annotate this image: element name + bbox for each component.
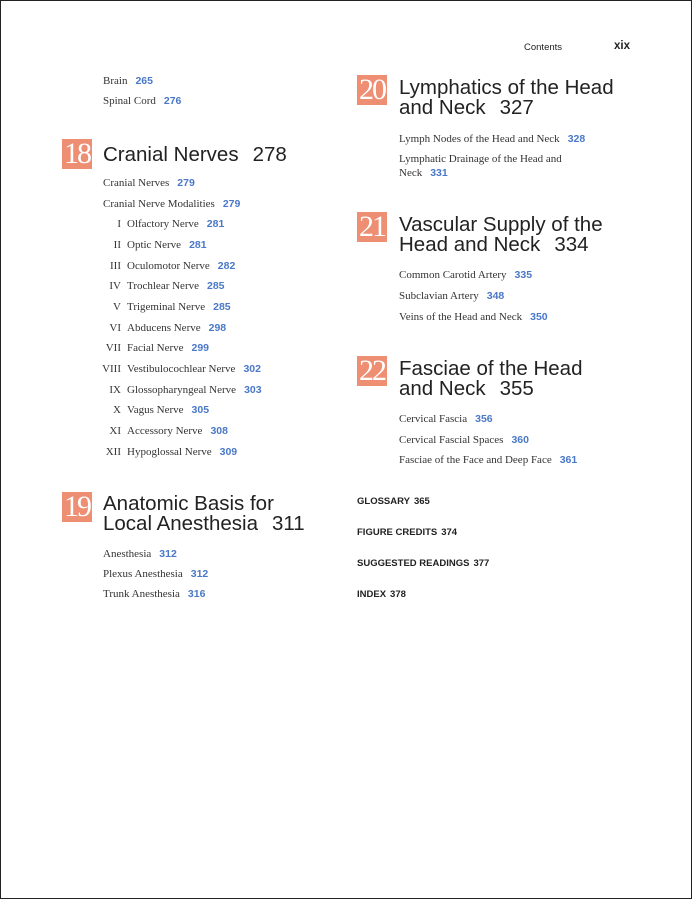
- toc-entry-page: 303: [244, 384, 262, 396]
- toc-entry[interactable]: [103, 567, 208, 581]
- toc-entry-label: Vestibulocochlear Nerve: [127, 363, 236, 375]
- toc-entry-page: 276: [163, 95, 182, 107]
- roman-numeral: VIII: [102, 363, 121, 375]
- chapter-number-badge: 22: [359, 354, 385, 387]
- toc-entry-page: 302: [243, 363, 261, 375]
- chapter-title-line: Anatomic Basis for: [103, 492, 274, 515]
- roman-numeral: VI: [109, 322, 121, 334]
- toc-entry-page: 360: [511, 434, 529, 446]
- toc-entry-page: 305: [191, 404, 210, 416]
- back-matter-entry[interactable]: [357, 589, 406, 600]
- chapter-title-line: Lymphatics of the Head: [399, 76, 614, 99]
- toc-entry-label: Lymph Nodes of the Head and Neck: [399, 133, 560, 145]
- toc-entry-label: Vagus Nerve: [127, 404, 184, 416]
- toc-entry-label: Trunk Anesthesia: [103, 588, 180, 600]
- chapter-title-line: and Neck: [399, 96, 486, 119]
- toc-entry-label: Lymphatic Drainage of the Head and: [399, 153, 562, 165]
- nerve-entry[interactable]: [97, 238, 207, 252]
- toc-entry-page: 331: [430, 167, 448, 179]
- toc-entry-label: Hypoglossal Nerve: [127, 446, 212, 458]
- chapter-title-line: Head and Neck: [399, 233, 541, 256]
- toc-entry-page: 308: [210, 425, 228, 437]
- back-matter-page: 374: [441, 527, 458, 538]
- toc-entry[interactable]: [103, 197, 240, 211]
- toc-entry[interactable]: [399, 132, 585, 146]
- toc-entry-label: Accessory Nerve: [127, 425, 203, 437]
- roman-numeral: IX: [109, 384, 121, 396]
- toc-entry-page: 279: [177, 177, 195, 189]
- back-matter-page: 377: [473, 558, 490, 569]
- back-matter-page: 365: [413, 496, 430, 507]
- toc-entry[interactable]: [103, 94, 181, 108]
- toc-entry-page: 335: [514, 269, 533, 281]
- toc-entry-page: 312: [190, 568, 209, 580]
- roman-numeral: V: [113, 301, 121, 313]
- toc-entry[interactable]: [103, 587, 205, 601]
- nerve-entry[interactable]: [97, 217, 224, 231]
- toc-entry-page: 279: [222, 198, 241, 210]
- chapter-number-badge: 19: [64, 490, 90, 523]
- toc-entry[interactable]: [399, 453, 577, 467]
- toc-entry[interactable]: [103, 74, 153, 88]
- toc-entry-page: 309: [219, 446, 238, 458]
- toc-entry-page: 361: [559, 454, 578, 466]
- toc-entry-page: 350: [530, 311, 548, 323]
- toc-entry-label: Cranial Nerves: [103, 177, 170, 189]
- toc-entry[interactable]: [103, 176, 195, 190]
- back-matter-entry[interactable]: [357, 558, 489, 569]
- chapter-title-line: and Neck: [399, 377, 486, 400]
- nerve-entry[interactable]: [97, 259, 235, 273]
- roman-numeral: IV: [109, 280, 121, 292]
- toc-entry-label: Trochlear Nerve: [127, 280, 199, 292]
- toc-entry-page: 285: [206, 280, 225, 292]
- chapter-number-badge: 20: [359, 73, 385, 106]
- toc-entry-page: 312: [159, 548, 177, 560]
- toc-entry-label: Plexus Anesthesia: [103, 568, 183, 580]
- chapter-title[interactable]: [399, 78, 614, 118]
- toc-entry-page: 348: [486, 290, 505, 302]
- toc-entry-label: Common Carotid Artery: [399, 269, 507, 281]
- nerve-entry[interactable]: [97, 341, 209, 355]
- toc-entry-label: Abducens Nerve: [127, 322, 201, 334]
- back-matter-label: SUGGESTED READINGS: [357, 558, 470, 569]
- chapter-page-number: 334: [554, 233, 589, 256]
- toc-entry[interactable]: [399, 268, 532, 282]
- toc-entry-label: Optic Nerve: [127, 239, 182, 251]
- toc-entry-label: Oculomotor Nerve: [127, 260, 210, 272]
- toc-entry-page: 281: [206, 218, 225, 230]
- toc-entry-page: 316: [187, 588, 206, 600]
- toc-entry-page: 328: [567, 133, 586, 145]
- chapter-title[interactable]: [103, 145, 287, 165]
- running-header-label: Contents: [524, 42, 563, 53]
- toc-entry-label: Trigeminal Nerve: [127, 301, 206, 313]
- roman-numeral: X: [113, 404, 121, 416]
- chapter-title-line: Fasciae of the Head: [399, 357, 583, 380]
- chapter-number-badge: 21: [359, 210, 385, 243]
- nerve-entry[interactable]: [97, 300, 231, 314]
- toc-entry-page: 265: [135, 75, 153, 87]
- toc-entry-label: Brain: [103, 75, 128, 87]
- back-matter-label: FIGURE CREDITS: [357, 527, 438, 538]
- back-matter-label: GLOSSARY: [357, 496, 410, 507]
- roman-numeral: III: [110, 260, 121, 272]
- toc-entry-page: 356: [475, 413, 493, 425]
- chapter-title-line: Local Anesthesia: [103, 512, 259, 535]
- roman-numeral: VII: [105, 342, 121, 354]
- chapter-title[interactable]: [399, 215, 603, 255]
- toc-entry-label: Olfactory Nerve: [127, 218, 199, 230]
- toc-entry[interactable]: [103, 547, 177, 561]
- roman-numeral: II: [113, 239, 121, 251]
- toc-entry[interactable]: [399, 310, 548, 324]
- toc-entry-label: Facial Nerve: [127, 342, 184, 354]
- chapter-title-text: Cranial Nerves: [103, 143, 239, 166]
- nerve-entry[interactable]: [97, 403, 209, 417]
- toc-entry-page: 281: [189, 239, 207, 251]
- toc-entry-page: 299: [191, 342, 210, 354]
- chapter-page-number: 278: [252, 143, 287, 166]
- nerve-entry[interactable]: [97, 445, 237, 459]
- toc-entry-page: 285: [213, 301, 231, 313]
- back-matter-entry[interactable]: [357, 527, 457, 538]
- toc-entry-label: Fasciae of the Face and Deep Face: [399, 454, 552, 466]
- back-matter-label: INDEX: [357, 589, 387, 600]
- toc-entry[interactable]: [399, 433, 529, 447]
- chapter-title[interactable]: [399, 359, 582, 399]
- toc-entry[interactable]: [399, 152, 562, 180]
- roman-numeral: I: [117, 218, 121, 230]
- toc-entry-label: Cervical Fascia: [399, 413, 468, 425]
- toc-entry[interactable]: [399, 289, 504, 303]
- toc-entry[interactable]: [399, 412, 493, 426]
- toc-entry-label: Cervical Fascial Spaces: [399, 434, 504, 446]
- roman-numeral: XI: [109, 425, 121, 437]
- toc-entry-label: Veins of the Head and Neck: [399, 311, 523, 323]
- chapter-title[interactable]: [103, 494, 305, 534]
- chapter-number-badge: 18: [64, 137, 90, 170]
- nerve-entry[interactable]: [97, 362, 261, 376]
- toc-entry-label: Glossopharyngeal Nerve: [127, 384, 237, 396]
- chapter-page-number: 327: [499, 96, 534, 119]
- toc-entry-label: Neck: [399, 167, 423, 179]
- nerve-entry[interactable]: [97, 321, 226, 335]
- toc-entry-label: Subclavian Artery: [399, 290, 479, 302]
- toc-entry-label: Cranial Nerve Modalities: [103, 198, 215, 210]
- back-matter-entry[interactable]: [357, 496, 430, 507]
- chapter-page-number: 311: [272, 512, 305, 535]
- toc-entry-label: Anesthesia: [103, 548, 152, 560]
- nerve-entry[interactable]: [97, 279, 225, 293]
- toc-entry-page: 282: [217, 260, 236, 272]
- back-matter-page: 378: [390, 589, 406, 600]
- chapter-page-number: 355: [499, 377, 534, 400]
- roman-numeral: XII: [105, 446, 121, 458]
- nerve-entry[interactable]: [97, 424, 228, 438]
- chapter-title-line: Vascular Supply of the: [399, 213, 603, 236]
- running-header-page-number: xix: [614, 40, 630, 52]
- toc-entry-label: Spinal Cord: [103, 95, 156, 107]
- toc-entry-page: 298: [208, 322, 227, 334]
- nerve-entry[interactable]: [97, 383, 262, 397]
